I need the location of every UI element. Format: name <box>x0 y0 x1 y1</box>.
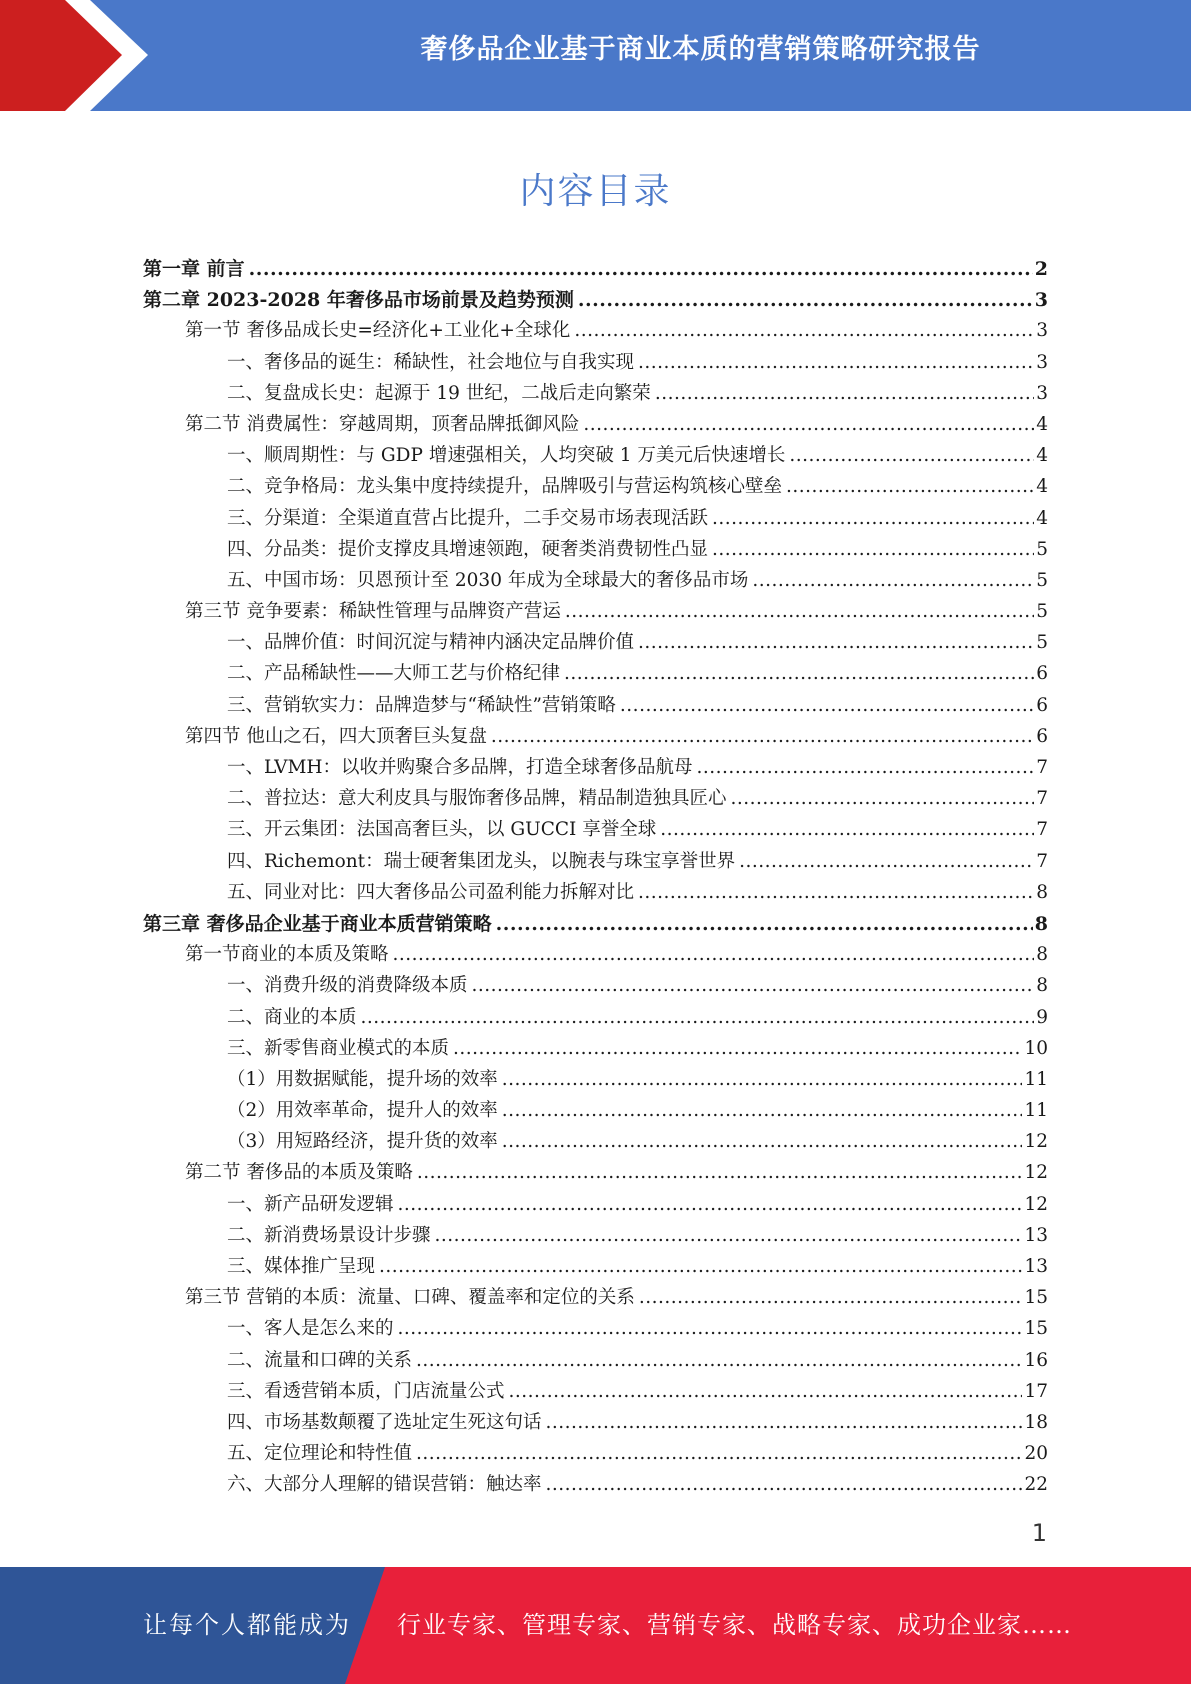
toc-entry-label: （1）用数据赋能，提升场的效率 <box>227 1068 498 1090</box>
toc-entry[interactable] <box>143 940 1048 971</box>
toc-entry-label: 四、分品类：提价支撑皮具增速领跑，硬奢类消费韧性凸显 <box>227 538 709 560</box>
toc-entry-label: 第一节 奢侈品成长史=经济化+工业化+全球化 <box>185 320 571 342</box>
toc-entry-page: 17 <box>1024 1380 1048 1402</box>
toc-entry-page: 15 <box>1024 1287 1048 1309</box>
toc-entry[interactable] <box>143 1470 1048 1501</box>
toc-dot-leader <box>789 445 1034 466</box>
toc-entry-label: 二、普拉达：意大利皮具与服饰奢侈品牌，精品制造独具匠心 <box>227 788 727 810</box>
toc-entry[interactable] <box>143 254 1048 285</box>
toc-entry[interactable] <box>143 1221 1048 1252</box>
toc-entry-page: 7 <box>1036 757 1048 778</box>
toc-entry-page: 3 <box>1036 382 1048 404</box>
toc-entry-page: 6 <box>1036 725 1048 747</box>
toc-entry[interactable] <box>143 1158 1048 1189</box>
toc-dot-leader <box>417 1162 1023 1183</box>
toc-entry[interactable] <box>143 1346 1048 1377</box>
toc-dot-leader <box>712 508 1034 529</box>
toc-dot-leader <box>393 944 1035 965</box>
toc-entry[interactable] <box>143 691 1048 722</box>
toc-entry-page: 2 <box>1034 258 1048 280</box>
toc-entry-label: 一、客人是怎么来的 <box>227 1318 394 1340</box>
toc-entry-page: 13 <box>1024 1256 1048 1277</box>
toc-dot-leader <box>731 788 1035 809</box>
toc-entry-page: 6 <box>1036 663 1048 685</box>
toc-entry[interactable] <box>143 1283 1048 1314</box>
toc-dot-leader <box>752 570 1034 591</box>
toc-entry-page: 11 <box>1024 1100 1048 1122</box>
toc-dot-leader <box>398 1194 1023 1215</box>
toc-entry[interactable] <box>143 878 1048 909</box>
toc-entry-page: 8 <box>1036 881 1048 903</box>
toc-dot-leader <box>361 1007 1035 1028</box>
toc-entry[interactable] <box>143 285 1048 316</box>
toc-entry-label: 一、品牌价值：时间沉淀与精神内涵决定品牌价值 <box>227 632 635 654</box>
toc-entry[interactable] <box>143 847 1048 878</box>
toc-entry-page: 22 <box>1024 1474 1048 1496</box>
toc-entry-label: 一、奢侈品的诞生：稀缺性，社会地位与自我实现 <box>227 351 635 373</box>
toc-entry-label: 第三章 奢侈品企业基于商业本质营销策略 <box>143 912 492 935</box>
toc-entry[interactable] <box>143 597 1048 628</box>
toc-entry-label: （3）用短路经济，提升货的效率 <box>227 1131 498 1153</box>
toc-entry-label: 第二节 消费属性：穿越周期，顶奢品牌抵御风险 <box>185 413 580 435</box>
toc-entry-page: 4 <box>1036 413 1048 435</box>
toc-entry-label: 四、Richemont：瑞士硬奢集团龙头，以腕表与珠宝享誉世界 <box>227 850 736 872</box>
toc-entry-label: 三、新零售商业模式的本质 <box>227 1037 450 1059</box>
toc-entry-page: 5 <box>1036 632 1048 654</box>
toc-entry[interactable] <box>143 753 1048 784</box>
footer-slogan-right: 行业专家、管理专家、营销专家、战略专家、成功企业家…… <box>397 1611 1072 1639</box>
toc-entry-page: 8 <box>1036 944 1048 966</box>
toc-entry-page: 3 <box>1036 351 1048 373</box>
toc-entry-page: 15 <box>1024 1318 1048 1340</box>
toc-entry-label: 五、中国市场：贝恩预计至 2030 年成为全球最大的奢侈品市场 <box>227 569 749 591</box>
toc-entry[interactable] <box>143 1034 1048 1065</box>
toc-entry-page: 8 <box>1036 975 1048 997</box>
toc-dot-leader <box>786 476 1034 497</box>
toc-dot-leader <box>472 975 1035 996</box>
report-header <box>0 0 1191 111</box>
toc-entry[interactable] <box>143 1408 1048 1439</box>
toc-entry-label: 第三节 营销的本质：流量、口碑、覆盖率和定位的关系 <box>185 1287 635 1309</box>
toc-entry-label: 第四节 他山之石，四大顶奢巨头复盘 <box>185 725 487 747</box>
toc-dot-leader <box>496 913 1033 935</box>
toc-entry-label: 一、顺周期性：与 GDP 增速强相关，人均突破 1 万美元后快速增长 <box>227 445 786 467</box>
toc-entry[interactable] <box>143 1439 1048 1470</box>
toc-entry-label: 二、商业的本质 <box>227 1006 357 1028</box>
toc-entry-label: 五、同业对比：四大奢侈品公司盈利能力拆解对比 <box>227 881 635 903</box>
toc-entry-page: 4 <box>1036 445 1048 467</box>
toc-entry-label: 三、开云集团：法国高奢巨头，以 GUCCI 享誉全球 <box>227 819 657 841</box>
toc-entry-page: 10 <box>1024 1037 1048 1059</box>
toc-entry-label: 一、LVMH：以收并购聚合多品牌，打造全球奢侈品航母 <box>227 757 693 778</box>
toc-dot-leader <box>697 757 1035 778</box>
toc-entry-page: 5 <box>1036 538 1048 560</box>
toc-entry[interactable] <box>143 909 1048 940</box>
toc-entry[interactable] <box>143 971 1048 1002</box>
toc-entry-label: 三、媒体推广呈现 <box>227 1256 376 1277</box>
toc-entry-page: 12 <box>1024 1162 1048 1184</box>
toc-heading: 内容目录 <box>519 171 672 212</box>
toc-entry[interactable] <box>143 410 1048 441</box>
report-footer <box>0 1567 1191 1684</box>
toc-entry[interactable] <box>143 628 1048 659</box>
toc-entry-label: 三、看透营销本质，门店流量公式 <box>227 1380 505 1402</box>
toc-entry[interactable] <box>143 1252 1048 1283</box>
toc-dot-leader <box>638 352 1034 373</box>
toc-dot-leader <box>502 1100 1023 1121</box>
toc-entry-label: 二、复盘成长史：起源于 19 世纪，二战后走向繁荣 <box>227 382 651 404</box>
toc-dot-leader <box>546 1412 1023 1433</box>
toc-entry-page: 4 <box>1036 476 1048 498</box>
toc-entry[interactable] <box>143 659 1048 690</box>
toc-entry[interactable] <box>143 316 1048 347</box>
toc-entry[interactable] <box>143 535 1048 566</box>
toc-entry[interactable] <box>143 1065 1048 1096</box>
toc-entry-label: 二、新消费场景设计步骤 <box>227 1224 431 1246</box>
toc-entry-label: 第三节 竞争要素：稀缺性管理与品牌资产营运 <box>185 601 561 623</box>
toc-entry-page: 18 <box>1024 1411 1048 1433</box>
toc-entry[interactable] <box>143 784 1048 815</box>
toc-entry[interactable] <box>143 1096 1048 1127</box>
toc-entry[interactable] <box>143 1314 1048 1345</box>
toc-dot-leader <box>249 258 1033 280</box>
toc-dot-leader <box>638 882 1034 903</box>
toc-dot-leader <box>655 383 1034 404</box>
toc-entry-label: 第二章 2023-2028 年奢侈品市场前景及趋势预测 <box>143 289 574 312</box>
toc-entry[interactable] <box>143 722 1048 753</box>
toc-entry-page: 7 <box>1036 819 1048 841</box>
toc-entry-label: 二、竞争格局：龙头集中度持续提升，品牌吸引与营运构筑核心壁垒 <box>227 476 783 498</box>
toc-entry[interactable] <box>143 504 1048 535</box>
toc-dot-leader <box>564 663 1034 684</box>
toc-entry-label: 第二节 奢侈品的本质及策略 <box>185 1162 413 1184</box>
toc-dot-leader <box>660 819 1034 840</box>
toc-entry[interactable] <box>143 472 1048 503</box>
toc-entry[interactable] <box>143 566 1048 597</box>
toc-entry[interactable] <box>143 348 1048 379</box>
toc-entry[interactable] <box>143 815 1048 846</box>
toc-entry[interactable] <box>143 441 1048 472</box>
toc-dot-leader <box>578 289 1033 311</box>
toc-entry-label: 五、定位理论和特性值 <box>227 1443 413 1465</box>
toc-dot-leader <box>509 1381 1023 1402</box>
toc-entry-page: 12 <box>1024 1131 1048 1153</box>
toc-dot-leader <box>583 414 1034 435</box>
toc-entry-label: 第一节商业的本质及策略 <box>185 944 389 966</box>
toc-entry-label: 二、流量和口碑的关系 <box>227 1349 413 1371</box>
toc-entry-label: 第一章 前言 <box>143 258 245 280</box>
toc-dot-leader <box>639 1287 1023 1308</box>
footer-slogan-left: 让每个人都能成为 <box>143 1611 351 1639</box>
toc-entry-page: 8 <box>1034 912 1048 935</box>
toc-entry-page: 9 <box>1036 1006 1048 1028</box>
toc-entry-label: 一、消费升级的消费降级本质 <box>227 975 468 997</box>
toc-dot-leader <box>712 539 1034 560</box>
toc-entry-page: 5 <box>1036 601 1048 623</box>
toc-dot-leader <box>398 1318 1023 1339</box>
toc-entry-label: 三、分渠道：全渠道直营占比提升，二手交易市场表现活跃 <box>227 507 709 529</box>
page-number: 1 <box>1031 1519 1047 1547</box>
toc-dot-leader <box>453 1038 1022 1059</box>
toc-entry-page: 7 <box>1036 850 1048 872</box>
toc-entry-label: 四、市场基数颠覆了选址定生死这句话 <box>227 1411 542 1433</box>
toc-dot-leader <box>574 320 1034 341</box>
toc-dot-leader <box>565 601 1034 622</box>
toc-entry-page: 6 <box>1036 694 1048 716</box>
toc-entry[interactable] <box>143 1127 1048 1158</box>
toc-entry-page: 20 <box>1024 1443 1048 1465</box>
toc-dot-leader <box>491 726 1034 747</box>
toc-entry-label: （2）用效率革命，提升人的效率 <box>227 1100 498 1122</box>
toc-entry-page: 13 <box>1024 1224 1048 1246</box>
toc-dot-leader <box>620 695 1034 716</box>
toc-entry-page: 7 <box>1036 788 1048 810</box>
toc-dot-leader <box>379 1256 1022 1277</box>
toc-entry-label: 一、新产品研发逻辑 <box>227 1193 394 1215</box>
toc-entry[interactable] <box>143 1190 1048 1221</box>
header-arrow-decoration <box>0 0 160 111</box>
toc-entry-label: 三、营销软实力：品牌造梦与“稀缺性”营销策略 <box>227 694 616 716</box>
toc-entry-label: 六、大部分人理解的错误营销：触达率 <box>227 1474 542 1496</box>
report-title: 奢侈品企业基于商业本质的营销策略研究报告 <box>420 34 981 65</box>
toc-dot-leader <box>638 632 1034 653</box>
toc-entry-page: 4 <box>1036 507 1048 529</box>
toc-entry[interactable] <box>143 379 1048 410</box>
toc-dot-leader <box>416 1350 1022 1371</box>
toc-dot-leader <box>435 1225 1023 1246</box>
toc-dot-leader <box>502 1131 1023 1152</box>
toc-entry-page: 11 <box>1024 1068 1048 1090</box>
toc-dot-leader <box>502 1069 1023 1090</box>
toc-entry-page: 5 <box>1036 569 1048 591</box>
table-of-contents <box>143 254 1048 1502</box>
toc-entry-page: 3 <box>1034 289 1048 312</box>
toc-dot-leader <box>416 1443 1022 1464</box>
toc-entry-label: 二、产品稀缺性——大师工艺与价格纪律 <box>227 663 561 685</box>
toc-dot-leader <box>739 851 1034 872</box>
toc-entry[interactable] <box>143 1377 1048 1408</box>
toc-entry-page: 12 <box>1024 1193 1048 1215</box>
toc-entry-page: 3 <box>1036 320 1048 342</box>
toc-entry-page: 16 <box>1024 1349 1048 1371</box>
toc-entry[interactable] <box>143 1003 1048 1034</box>
toc-dot-leader <box>546 1474 1023 1495</box>
